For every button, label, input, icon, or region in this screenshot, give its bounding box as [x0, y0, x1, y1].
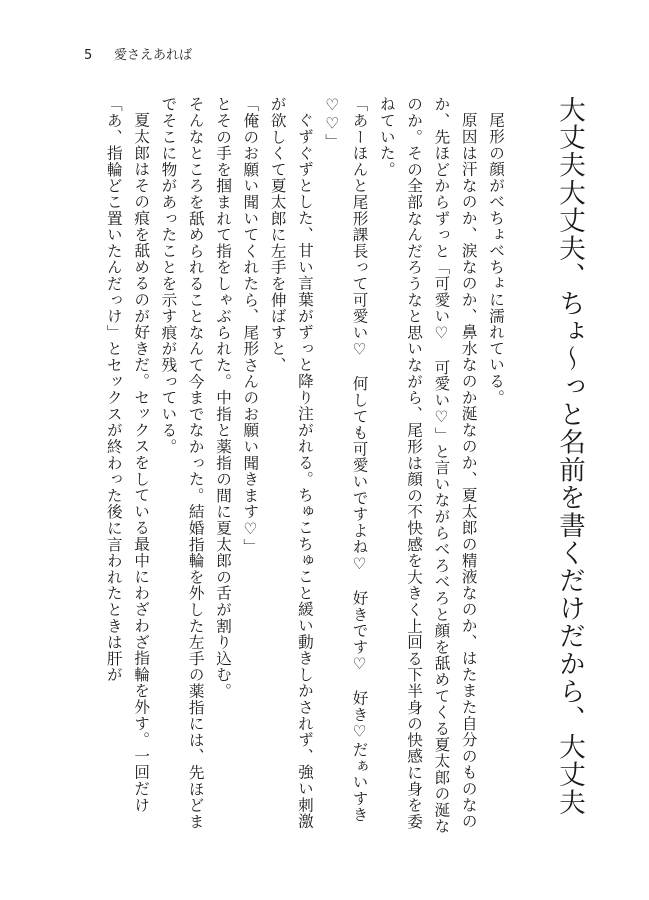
paragraph: とその手を掴まれて指をしゃぶられた。中指と薬指の間に夏太郎の舌が割り込む。	[214, 96, 233, 700]
running-header	[84, 44, 192, 63]
paragraph: 尾形の顔がべちょべちょに濡れている。	[487, 111, 505, 405]
paragraph: そんなところを舐められることなんて今までなかった。結婚指輪を外した左手の薬指には、先ほどまでそこに物があったことを示す痕が残っている。	[159, 96, 205, 830]
paragraph: ぐずぐずとした、甘い言葉がずっと降り注がれる。ちゅこちゅこと緩い動きしかされず、強い刺激が欲しくて夏太郎に左手を伸ばすと、	[268, 96, 314, 829]
body-text	[100, 96, 589, 836]
page-number: 5	[84, 48, 93, 63]
paragraph: 原因は汗なのか、涙なのか、鼻水なのか涎なのか、夏太郎の精液なのか、はたまた自分のものなのか、先ほどからずっと「可愛い♡ 可愛い♡」と言いながらべろべろと顔を舐めてくる夏太郎の涎なのか。その全部なんだろうなと思いながら、尾形は顔の不快感を大きく上回る下半身の快感に身を委ねていた。	[377, 96, 478, 835]
chapter-title: 大丈夫大丈夫、ちょ～っと名前を書くだけだから、大丈夫	[554, 96, 585, 817]
paragraph: 夏太郎はその痕を舐めるのが好きだ。セックスをしている最中にわざわざ指輪を外す。一回だけ「あ、指輪どこ置いたんだっけ」とセックスが終わった後に言われたときは肝が	[104, 96, 151, 813]
dialogue-paragraph: 「俺のお願い聞いてくれたら、尾形さんのお願い聞きます♡」	[241, 96, 260, 555]
running-title: 愛さえあれば	[114, 48, 193, 63]
dialogue-paragraph: 「あーほんと尾形課長って可愛い♡ 何しても可愛いですよね♡ 好きです♡ 好き♡だぁいすき♡♡」	[323, 96, 369, 823]
